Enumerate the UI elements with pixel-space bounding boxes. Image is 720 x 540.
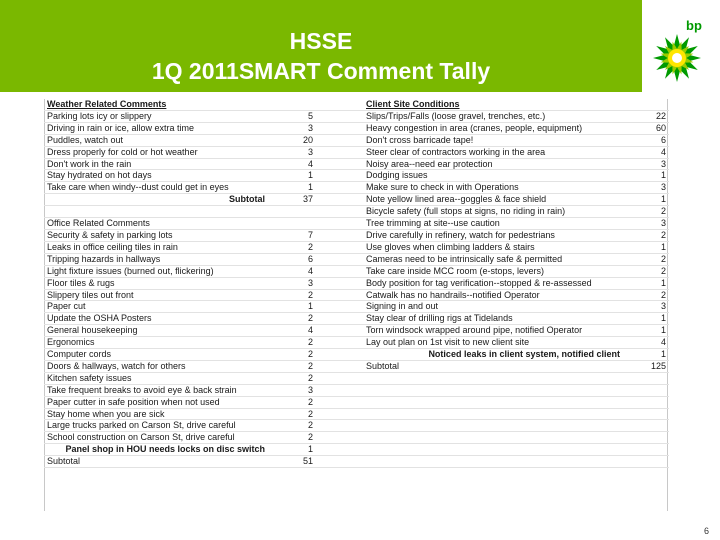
table-row: [44, 384, 669, 396]
spacer-cell: [316, 99, 363, 110]
spacer-cell: [316, 194, 363, 206]
table-row: [44, 396, 669, 408]
table-row: [44, 182, 669, 194]
comment-label: Floor tiles & rugs: [44, 277, 268, 289]
comment-label: Slippery tiles out front: [44, 289, 268, 301]
comment-count: 2: [268, 360, 316, 372]
table-row: [44, 313, 669, 325]
table-row: [44, 146, 669, 158]
comment-label: Bicycle safety (full stops at signs, no riding in rain): [363, 206, 623, 218]
comment-label: Puddles, watch out: [44, 134, 268, 146]
comment-label: [363, 456, 623, 468]
comment-label: Noisy area--need ear protection: [363, 158, 623, 170]
table-row: [44, 206, 669, 218]
table-row: [44, 265, 669, 277]
comment-count: 4: [268, 325, 316, 337]
slide-subtitle: 1Q 2011SMART Comment Tally: [151, 58, 491, 84]
spacer-cell: [316, 408, 363, 420]
comment-count: 2: [268, 372, 316, 384]
comment-label: Ergonomics: [44, 337, 268, 349]
spacer-cell: [316, 384, 363, 396]
comment-count: 2: [268, 349, 316, 361]
comment-label: [363, 432, 623, 444]
comment-count: 1: [268, 182, 316, 194]
table-row: [44, 349, 669, 361]
comment-count: 20: [268, 134, 316, 146]
comment-label: Tripping hazards in hallways: [44, 253, 268, 265]
comment-count: 5: [268, 110, 316, 122]
comment-count: 1: [623, 313, 669, 325]
spacer-cell: [316, 456, 363, 468]
table-row: [44, 432, 669, 444]
comment-label: Torn windsock wrapped around pipe, notified Operator: [363, 325, 623, 337]
subtotal-value: 1: [623, 349, 669, 361]
spacer-cell: [316, 360, 363, 372]
spacer-cell: [316, 325, 363, 337]
comment-label: Make sure to check in with Operations: [363, 182, 623, 194]
comment-label: [363, 420, 623, 432]
comment-count: 2: [623, 253, 669, 265]
table-row: [44, 325, 669, 337]
comment-label: [363, 372, 623, 384]
comment-count: 2: [623, 265, 669, 277]
table-row: [44, 218, 669, 230]
spacer-cell: [316, 146, 363, 158]
comment-count: 6: [268, 253, 316, 265]
comment-count: 3: [623, 218, 669, 230]
spacer-cell: [316, 432, 363, 444]
comment-count: 22: [623, 110, 669, 122]
table-row: [44, 158, 669, 170]
table-row: [44, 122, 669, 134]
comment-count: [623, 444, 669, 456]
table-row: [44, 360, 669, 372]
comment-label: Signing in and out: [363, 301, 623, 313]
comment-label: [363, 396, 623, 408]
comment-label: Tree trimming at site--use caution: [363, 218, 623, 230]
comment-label: [363, 408, 623, 420]
comment-label: Catwalk has no handrails--notified Operator: [363, 289, 623, 301]
comment-label: Dress properly for cold or hot weather: [44, 146, 268, 158]
comment-count: [623, 420, 669, 432]
spacer-cell: [316, 444, 363, 456]
table-row: [44, 420, 669, 432]
comment-count: 2: [268, 420, 316, 432]
table-row: [44, 99, 669, 110]
slide-title: HSSE: [289, 28, 353, 54]
comment-count: 60: [623, 122, 669, 134]
comment-count: [623, 372, 669, 384]
table-row: [44, 289, 669, 301]
comment-label: Stay home when you are sick: [44, 408, 268, 420]
comment-count: [268, 99, 316, 110]
comment-count: 51: [268, 456, 316, 468]
comment-count: 1: [623, 194, 669, 206]
spacer-cell: [316, 110, 363, 122]
spacer-cell: [316, 241, 363, 253]
subtotal-label: Subtotal: [44, 194, 268, 206]
table-row: [44, 134, 669, 146]
spacer-cell: [316, 396, 363, 408]
spacer-cell: [316, 158, 363, 170]
table-row: [44, 408, 669, 420]
comment-label: Office Related Comments: [44, 218, 268, 230]
spacer-cell: [316, 122, 363, 134]
comment-label: Subtotal: [44, 456, 268, 468]
comment-label: Doors & hallways, watch for others: [44, 360, 268, 372]
comment-count: 1: [268, 301, 316, 313]
comment-count: 6: [623, 134, 669, 146]
comment-count: [268, 206, 316, 218]
table-row: [44, 337, 669, 349]
comment-label: Large trucks parked on Carson St, drive careful: [44, 420, 268, 432]
comment-count: 2: [268, 432, 316, 444]
comment-count: 1: [623, 325, 669, 337]
comment-count: [623, 99, 669, 110]
spacer-cell: [316, 182, 363, 194]
table-body: [44, 99, 669, 468]
comment-count: 2: [268, 408, 316, 420]
subtotal-value: 1: [268, 444, 316, 456]
table-row: [44, 372, 669, 384]
comment-count: 3: [623, 182, 669, 194]
comment-label: Heavy congestion in area (cranes, people, equipment): [363, 122, 623, 134]
comment-label: Don't work in the rain: [44, 158, 268, 170]
table-row: [44, 241, 669, 253]
comment-count: 2: [268, 241, 316, 253]
table-row: [44, 170, 669, 182]
table-row: [44, 444, 669, 456]
spacer-cell: [316, 134, 363, 146]
comment-count: [623, 432, 669, 444]
comment-label: Take care when windy--dust could get in eyes: [44, 182, 268, 194]
comment-count: 3: [268, 122, 316, 134]
comment-count: [268, 218, 316, 230]
spacer-cell: [316, 313, 363, 325]
comment-count: 3: [268, 146, 316, 158]
comment-count: [623, 456, 669, 468]
comment-count: 2: [268, 337, 316, 349]
comment-tally-table: [44, 99, 669, 468]
comment-label: Lay out plan on 1st visit to new client site: [363, 337, 623, 349]
spacer-cell: [316, 206, 363, 218]
subtotal-label: Noticed leaks in client system, notified client: [363, 349, 623, 361]
comment-label: Body position for tag verification--stopped & re-assessed: [363, 277, 623, 289]
comment-count: 4: [268, 158, 316, 170]
bp-logo-icon: [650, 16, 706, 84]
comment-count: 3: [623, 158, 669, 170]
comment-count: 2: [623, 206, 669, 218]
comment-label: Update the OSHA Posters: [44, 313, 268, 325]
comment-count: 125: [623, 360, 669, 372]
comment-count: [623, 396, 669, 408]
spacer-cell: [316, 349, 363, 361]
section-header: Weather Related Comments: [44, 99, 268, 110]
spacer-cell: [316, 265, 363, 277]
spacer-cell: [316, 372, 363, 384]
table-row: [44, 277, 669, 289]
comment-label: Kitchen safety issues: [44, 372, 268, 384]
comment-label: Subtotal: [363, 360, 623, 372]
comment-count: 4: [623, 337, 669, 349]
comment-label: Take frequent breaks to avoid eye & back strain: [44, 384, 268, 396]
subtotal-label: Panel shop in HOU needs locks on disc switch: [44, 444, 268, 456]
comment-count: 3: [623, 301, 669, 313]
comment-count: 2: [268, 289, 316, 301]
comment-label: Don't cross barricade tape!: [363, 134, 623, 146]
comment-count: 7: [268, 229, 316, 241]
subtotal-value: 37: [268, 194, 316, 206]
comment-count: 2: [268, 396, 316, 408]
spacer-cell: [316, 170, 363, 182]
comment-label: [363, 384, 623, 396]
page-number: 6: [704, 526, 710, 536]
comment-count: 1: [268, 170, 316, 182]
comment-label: Use gloves when climbing ladders & stairs: [363, 241, 623, 253]
comment-label: Steer clear of contractors working in the area: [363, 146, 623, 158]
comment-count: 1: [623, 241, 669, 253]
table-row: [44, 253, 669, 265]
comment-label: Take care inside MCC room (e-stops, levers): [363, 265, 623, 277]
comment-count: 4: [268, 265, 316, 277]
comment-label: Computer cords: [44, 349, 268, 361]
comment-label: Paper cut: [44, 301, 268, 313]
comment-label: School construction on Carson St, drive careful: [44, 432, 268, 444]
comment-label: Light fixture issues (burned out, flickering): [44, 265, 268, 277]
comment-count: 2: [268, 313, 316, 325]
comment-label: Security & safety in parking lots: [44, 229, 268, 241]
comment-count: 3: [268, 384, 316, 396]
spacer-cell: [316, 218, 363, 230]
comment-count: 2: [623, 229, 669, 241]
table-row: [44, 301, 669, 313]
spacer-cell: [316, 337, 363, 349]
comment-count: 4: [623, 146, 669, 158]
comment-label: Stay hydrated on hot days: [44, 170, 268, 182]
spacer-cell: [316, 229, 363, 241]
spacer-cell: [316, 420, 363, 432]
comment-label: Leaks in office ceiling tiles in rain: [44, 241, 268, 253]
comment-label: General housekeeping: [44, 325, 268, 337]
table-row: [44, 194, 669, 206]
comment-label: Drive carefully in refinery, watch for pedestrians: [363, 229, 623, 241]
comment-label: Note yellow lined area--goggles & face shield: [363, 194, 623, 206]
comment-label: Slips/Trips/Falls (loose gravel, trenches, etc.): [363, 110, 623, 122]
comment-count: 1: [623, 170, 669, 182]
comment-label: Cameras need to be intrinsically safe & permitted: [363, 253, 623, 265]
comment-label: Dodging issues: [363, 170, 623, 182]
spacer-cell: [316, 301, 363, 313]
comment-label: Stay clear of drilling rigs at Tidelands: [363, 313, 623, 325]
spacer-cell: [316, 277, 363, 289]
section-header: Client Site Conditions: [363, 99, 623, 110]
comment-label: Parking lots icy or slippery: [44, 110, 268, 122]
table-row: [44, 110, 669, 122]
spacer-cell: [316, 289, 363, 301]
comment-count: 2: [623, 289, 669, 301]
comment-count: 3: [268, 277, 316, 289]
section-header: [44, 206, 268, 218]
comment-count: 1: [623, 277, 669, 289]
comment-label: Paper cutter in safe position when not used: [44, 396, 268, 408]
table-row: [44, 229, 669, 241]
comment-label: Driving in rain or ice, allow extra time: [44, 122, 268, 134]
comment-label: [363, 444, 623, 456]
comment-count: [623, 408, 669, 420]
spacer-cell: [316, 253, 363, 265]
table-row: [44, 456, 669, 468]
logo-text: bp: [686, 18, 702, 33]
comment-count: [623, 384, 669, 396]
